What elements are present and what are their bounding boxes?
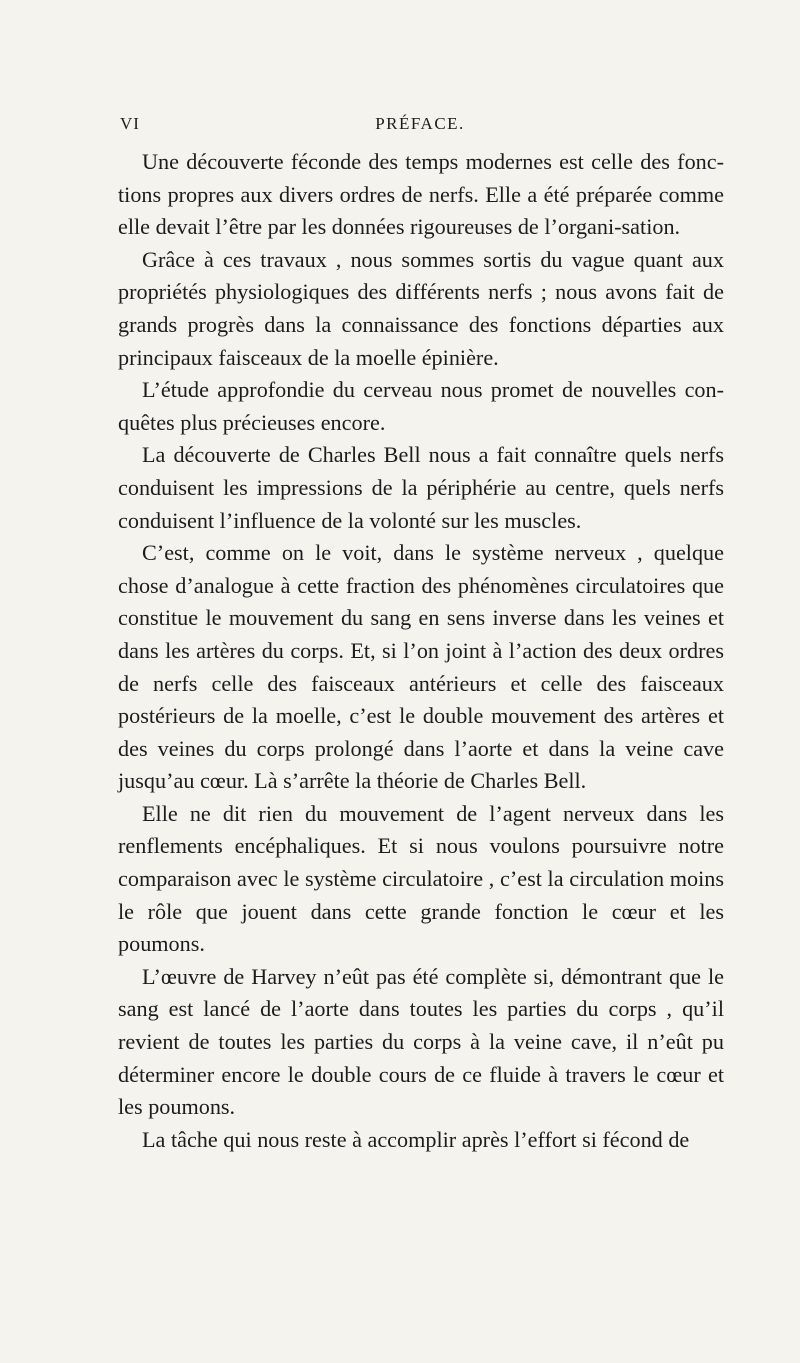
paragraph-1: Une découverte féconde des temps modernes est celle des fonc-tions propres aux divers ordres de nerfs. Elle a été préparée comme elle devait l’être par les données rigoureuses de l’organi-sation. <box>118 149 724 240</box>
running-head <box>120 114 720 140</box>
paragraph-2: Grâce à ces travaux , nous sommes sortis du vague quant aux propriétés physiologiques des différents nerfs ; nous avons fait de grands progrès dans la connaissance des fonctions départies aux principaux faisceaux de la moelle épinière. <box>118 246 724 370</box>
body-text <box>118 146 724 1156</box>
running-title: PRÉFACE. <box>375 114 465 133</box>
paragraph-6: Elle ne dit rien du mouvement de l’agent nerveux dans les renflements encéphaliques. Et si nous voulons poursuivre notre comparaison avec le système circulatoire , c’est la circulation moins le rôle que jouent dans cette grande fonction le cœur et les poumons. <box>118 800 724 957</box>
paragraph-7: L’œuvre de Harvey n’eût pas été complète si, démontrant que le sang est lancé de l’aorte dans toutes les parties du corps , qu’il revient de toutes les parties du corps à la veine cave, il n’eût pu déterminer encore le double cours de ce fluide à travers le cœur et les poumons. <box>118 963 724 1120</box>
paragraph-5: C’est, comme on le voit, dans le système nerveux , quelque chose d’analogue à cette fraction des phénomènes circulatoires que constitue le mouvement du sang en sens inverse dans les veines et dans les artères du corps. Et, si l’on joint à l’action des deux ordres de nerfs celle des faisceaux antérieurs et celle des faisceaux postérieurs de la moelle, c’est le double mouvement des artères et des veines du corps prolongé dans l’aorte et dans la veine cave jusqu’au cœur. Là s’arrête la théorie de Charles Bell. <box>118 540 724 794</box>
page-number: VI <box>120 114 140 133</box>
paragraph-8: La tâche qui nous reste à accomplir après l’effort si fécond de <box>142 1126 690 1152</box>
paragraph-4: La découverte de Charles Bell nous a fait connaître quels nerfs conduisent les impressions de la périphérie au centre, quels nerfs conduisent l’influence de la volonté sur les muscles. <box>118 442 724 533</box>
paragraph-3: L’étude approfondie du cerveau nous promet de nouvelles con-quêtes plus précieuses encore. <box>118 377 724 435</box>
